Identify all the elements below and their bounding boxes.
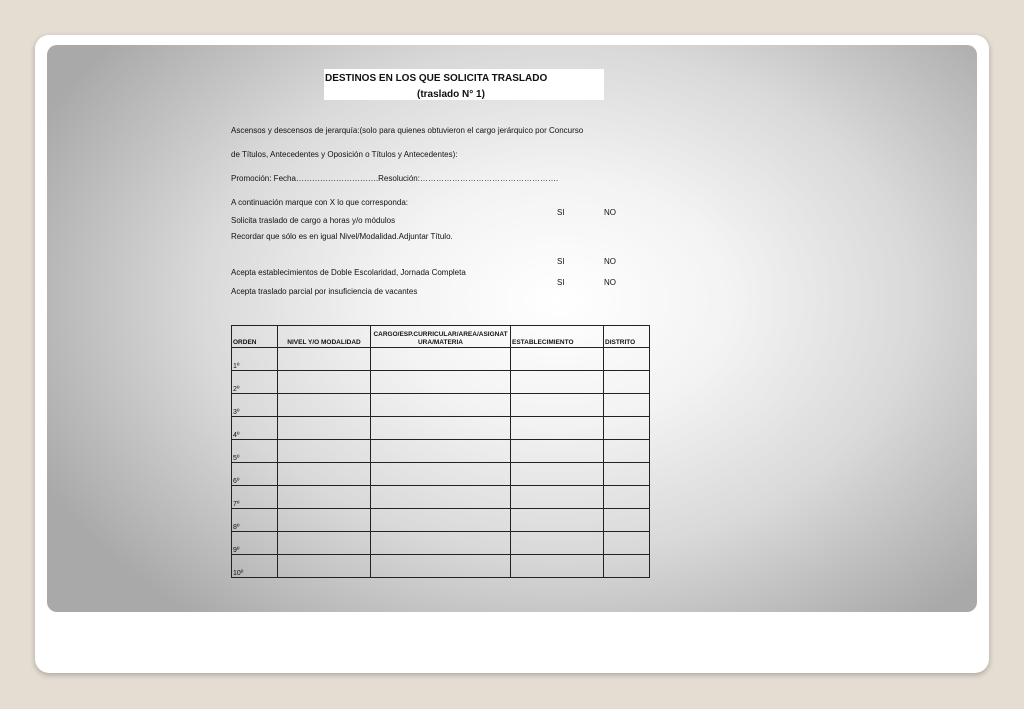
header-cargo xyxy=(371,326,511,348)
row-orden: 6º xyxy=(232,463,278,486)
cell-establecimiento[interactable] xyxy=(511,348,604,371)
row-orden: 10º xyxy=(232,555,278,578)
destinos-table xyxy=(231,325,650,578)
option-si-1: SI xyxy=(557,208,565,217)
cell-cargo[interactable] xyxy=(371,417,511,440)
cell-distrito[interactable] xyxy=(604,463,650,486)
cell-nivel[interactable] xyxy=(278,371,371,394)
instruccion-line: A continuación marque con X lo que corresponda: xyxy=(231,198,409,207)
cell-establecimiento[interactable] xyxy=(511,371,604,394)
row-orden: 4º xyxy=(232,417,278,440)
cell-nivel[interactable] xyxy=(278,394,371,417)
cell-distrito[interactable] xyxy=(604,417,650,440)
row-orden: 9º xyxy=(232,532,278,555)
cell-distrito[interactable] xyxy=(604,486,650,509)
table-row xyxy=(232,371,650,394)
cell-cargo[interactable] xyxy=(371,509,511,532)
cell-nivel[interactable] xyxy=(278,417,371,440)
cell-nivel[interactable] xyxy=(278,555,371,578)
cell-nivel[interactable] xyxy=(278,532,371,555)
page-subtitle: (traslado N° 1) xyxy=(417,89,485,100)
cell-distrito[interactable] xyxy=(604,555,650,578)
cell-distrito[interactable] xyxy=(604,348,650,371)
header-orden: ORDEN xyxy=(232,326,278,348)
acepta-parcial-line: Acepta traslado parcial por insuficiencia de vacantes xyxy=(231,287,418,296)
cell-establecimiento[interactable] xyxy=(511,440,604,463)
cell-establecimiento[interactable] xyxy=(511,463,604,486)
table-row xyxy=(232,440,650,463)
ascensos-line-1: Ascensos y descensos de jerarquía:(solo para quienes obtuvieron el cargo jerárquico por Concurso xyxy=(231,126,584,135)
header-cargo-line-1: CARGO/ESP.CURRICULAR/AREA/ASIGNAT xyxy=(373,331,508,338)
table-row xyxy=(232,486,650,509)
option-no-1: NO xyxy=(604,208,616,217)
page-title: DESTINOS EN LOS QUE SOLICITA TRASLADO xyxy=(325,73,548,84)
cell-establecimiento[interactable] xyxy=(511,532,604,555)
cell-nivel[interactable] xyxy=(278,509,371,532)
cell-distrito[interactable] xyxy=(604,371,650,394)
acepta-doble-line: Acepta establecimientos de Doble Escolaridad, Jornada Completa xyxy=(231,268,466,277)
table-row xyxy=(232,509,650,532)
row-orden: 5º xyxy=(232,440,278,463)
cell-distrito[interactable] xyxy=(604,394,650,417)
cell-distrito[interactable] xyxy=(604,440,650,463)
table-row xyxy=(232,555,650,578)
cell-nivel[interactable] xyxy=(278,463,371,486)
header-nivel: NIVEL Y/O MODALIDAD xyxy=(278,326,371,348)
cell-establecimiento[interactable] xyxy=(511,486,604,509)
header-cargo-line-2: URA/MATERIA xyxy=(417,339,463,346)
cell-nivel[interactable] xyxy=(278,486,371,509)
cell-cargo[interactable] xyxy=(371,486,511,509)
cell-nivel[interactable] xyxy=(278,440,371,463)
cell-cargo[interactable] xyxy=(371,371,511,394)
row-orden: 8º xyxy=(232,509,278,532)
option-no-3: NO xyxy=(604,278,616,287)
cell-cargo[interactable] xyxy=(371,532,511,555)
header-establecimiento: ESTABLECIMIENTO xyxy=(511,326,604,348)
cell-establecimiento[interactable] xyxy=(511,509,604,532)
cell-nivel[interactable] xyxy=(278,348,371,371)
cell-cargo[interactable] xyxy=(371,555,511,578)
cell-cargo[interactable] xyxy=(371,348,511,371)
solicita-line: Solicita traslado de cargo a horas y/o módulos xyxy=(231,216,396,225)
cell-cargo[interactable] xyxy=(371,463,511,486)
row-orden: 1º xyxy=(232,348,278,371)
cell-distrito[interactable] xyxy=(604,509,650,532)
header-distrito: DISTRITO xyxy=(604,326,650,348)
option-si-3: SI xyxy=(557,278,565,287)
table-row xyxy=(232,417,650,440)
cell-cargo[interactable] xyxy=(371,394,511,417)
table-row xyxy=(232,394,650,417)
cell-establecimiento[interactable] xyxy=(511,417,604,440)
table-row xyxy=(232,463,650,486)
cell-cargo[interactable] xyxy=(371,440,511,463)
row-orden: 7º xyxy=(232,486,278,509)
recordar-line: Recordar que sólo es en igual Nivel/Modalidad.Adjuntar Título. xyxy=(231,232,453,241)
ascensos-line-2: de Títulos, Antecedentes y Oposición o Títulos y Antecedentes): xyxy=(231,150,458,159)
cell-establecimiento[interactable] xyxy=(511,555,604,578)
row-orden: 3º xyxy=(232,394,278,417)
table-header-row xyxy=(232,326,650,348)
row-orden: 2º xyxy=(232,371,278,394)
promocion-line: Promoción: Fecha………………………….Resolución:……………………………………………. xyxy=(231,174,559,183)
cell-establecimiento[interactable] xyxy=(511,394,604,417)
option-no-2: NO xyxy=(604,257,616,266)
table-row xyxy=(232,532,650,555)
cell-distrito[interactable] xyxy=(604,532,650,555)
table-row xyxy=(232,348,650,371)
option-si-2: SI xyxy=(557,257,565,266)
